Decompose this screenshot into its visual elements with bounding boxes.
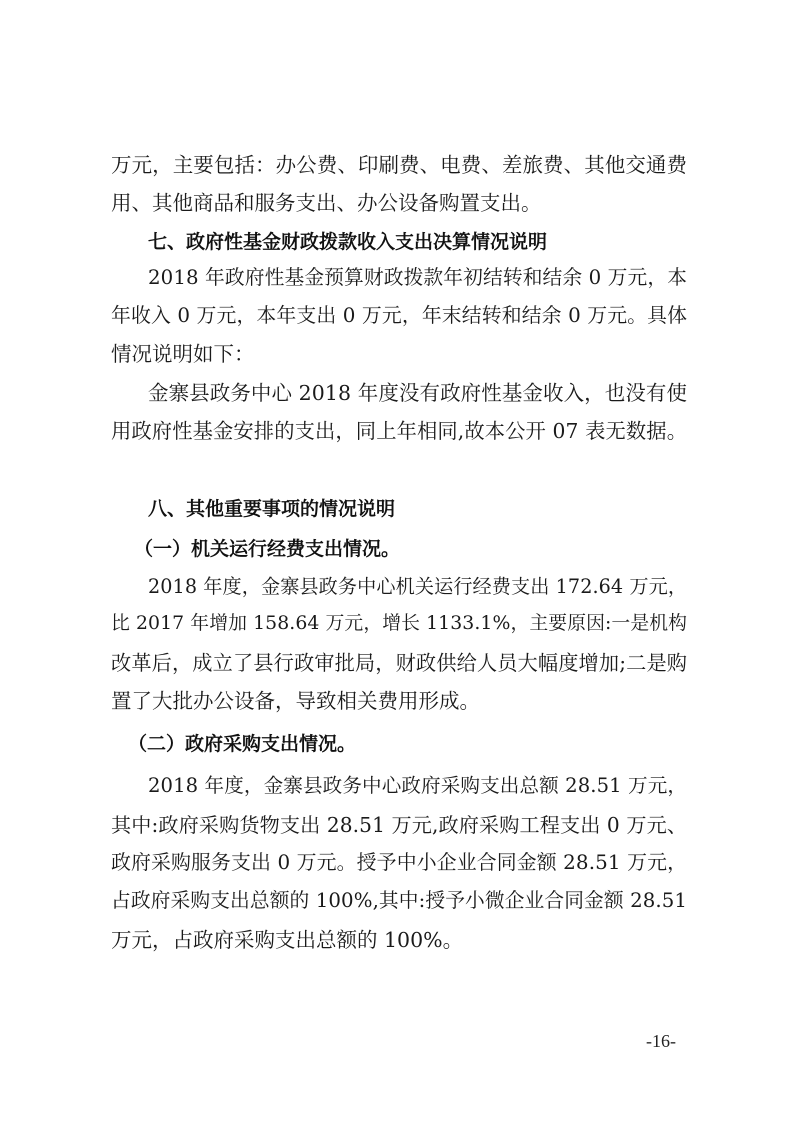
body-text-line: 年收入 0 万元，本年支出 0 万元，年末结转和结余 0 万元。具体	[111, 304, 688, 327]
body-text-line: 占政府采购支出总额的 100%,其中:授予小微企业合同金额 28.51	[111, 889, 688, 912]
body-text-line: 用政府性基金安排的支出，同上年相同,故本公开 07 表无数据。	[111, 419, 688, 443]
body-text-line: 万元，主要包括：办公费、印刷费、电费、差旅费、其他交通费	[111, 153, 688, 177]
section-heading: 七、政府性基金财政拨款收入支出决算情况说明	[148, 231, 548, 253]
body-text-line: 政府采购服务支出 0 万元。授予中小企业合同金额 28.51 万元，	[111, 851, 688, 874]
subsection-heading: （二）政府采购支出情况。	[128, 733, 357, 755]
body-text-line: 用、其他商品和服务支出、办公设备购置支出。	[111, 191, 542, 215]
section-heading: 八、其他重要事项的情况说明	[148, 498, 396, 520]
body-text-line: 情况说明如下：	[111, 342, 255, 366]
body-text-line: 金寨县政务中心 2018 年度没有政府性基金收入，也没有使	[148, 381, 688, 405]
body-text-line: 2018 年度，金寨县政务中心政府采购支出总额 28.51 万元，	[148, 774, 688, 797]
body-text-line: 置了大批办公设备，导致相关费用形成。	[111, 689, 480, 713]
body-text-line: 其中:政府采购货物支出 28.51 万元,政府采购工程支出 0 万元、	[111, 813, 688, 837]
body-text-line: 比 2017 年增加 158.64 万元，增长 1133.1%，主要原因:一是机构	[111, 613, 688, 634]
body-text-line: 万元，占政府采购支出总额的 100%。	[111, 928, 464, 952]
page-number: -16-	[646, 1031, 676, 1051]
body-text-line: 2018 年政府性基金预算财政拨款年初结转和结余 0 万元，本	[148, 266, 688, 289]
subsection-heading: （一）机关运行经费支出情况。	[134, 538, 401, 560]
body-text-line: 2018 年度，金寨县政务中心机关运行经费支出 172.64 万元，	[148, 575, 688, 598]
body-text-line: 改革后，成立了县行政审批局，财政供给人员大幅度增加;二是购	[111, 651, 688, 675]
